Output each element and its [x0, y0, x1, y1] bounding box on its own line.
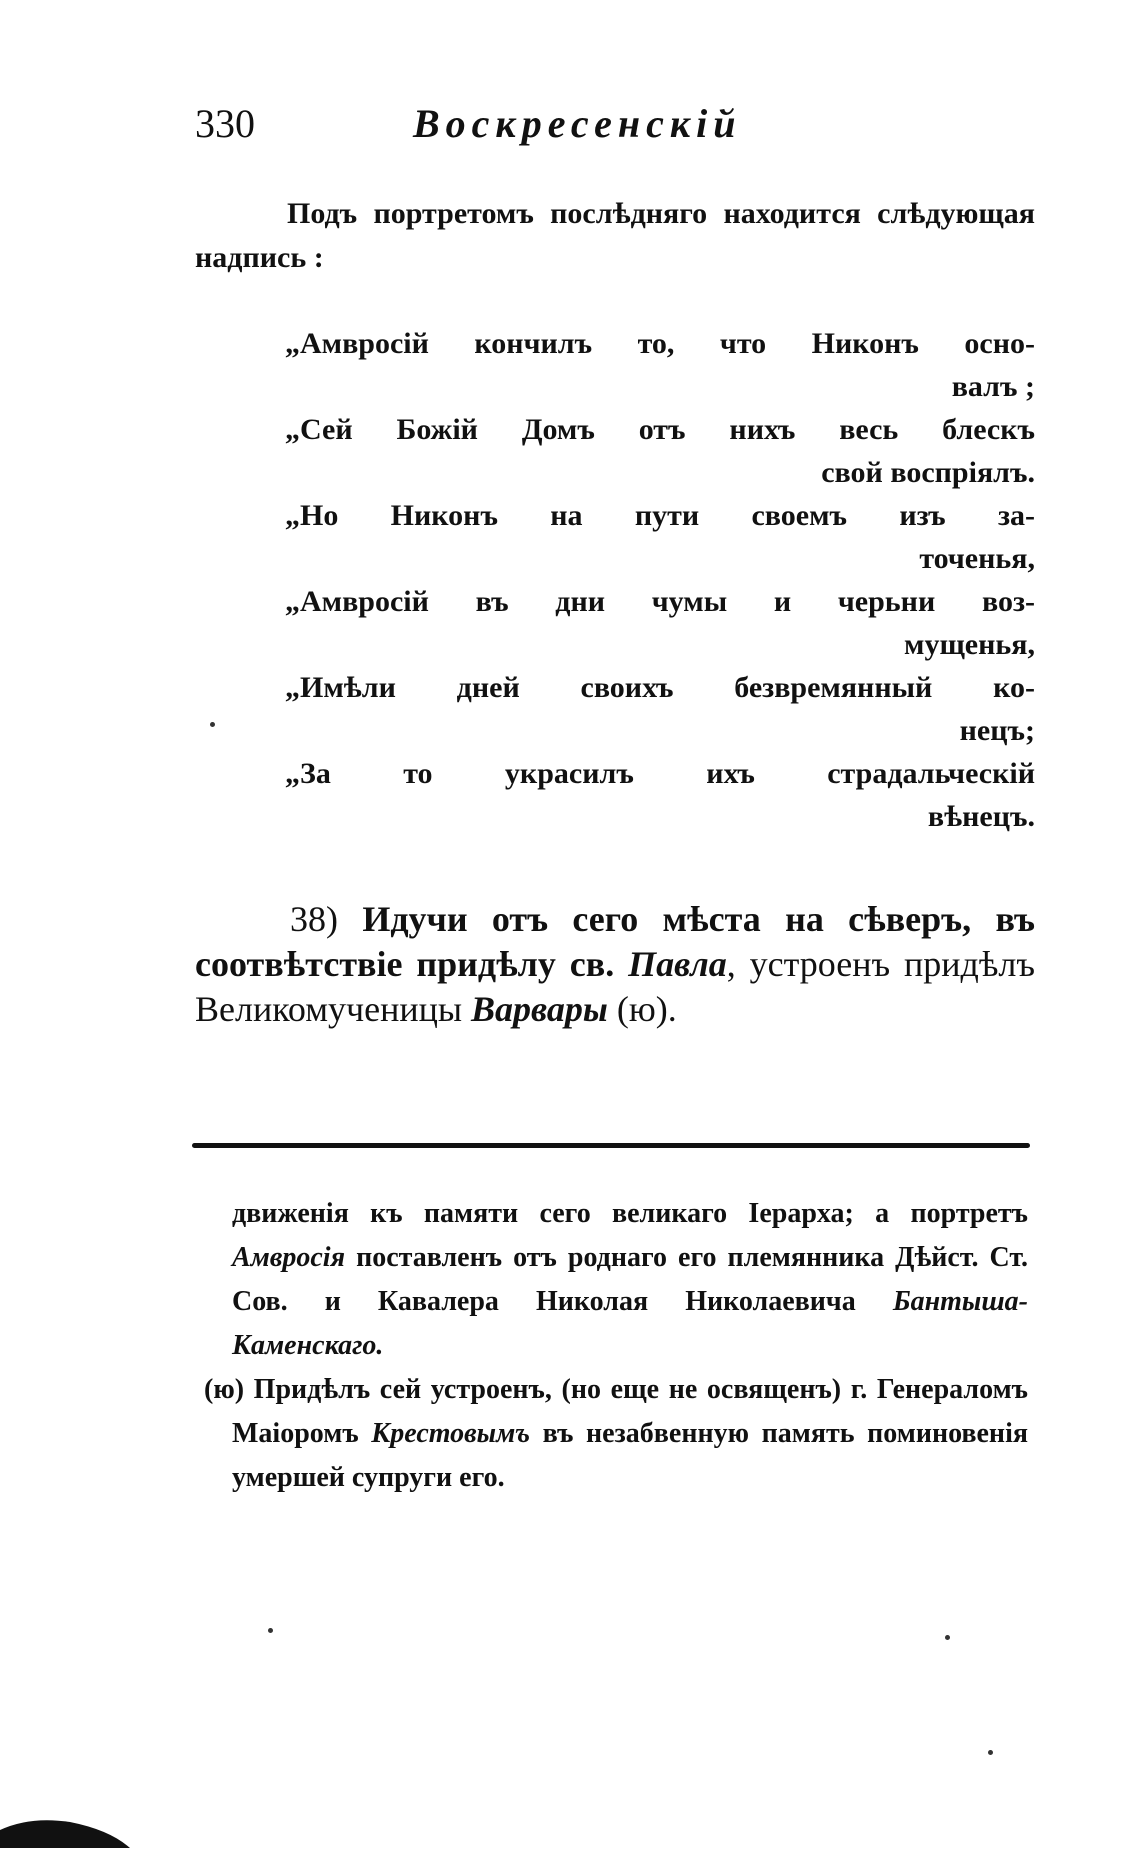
footnote-text: въ незабвенную память поминовенія умершей супруги его. [232, 1418, 1028, 1493]
page-header [195, 100, 1035, 160]
footnote-text: движенія къ памяти сего великаго Іерарха; а портретъ [232, 1198, 1028, 1229]
inscription-verse [285, 322, 1035, 838]
ink-speck [268, 1628, 273, 1633]
footnote-yu [204, 1368, 1028, 1500]
ink-speck [210, 722, 215, 727]
footnotes [204, 1192, 1029, 1500]
person-name: Крестовымъ [371, 1418, 531, 1449]
paragraph-text: въ соотвѣтствіе придѣлу св. [195, 899, 1035, 984]
footnote-text: поставленъ отъ роднаго его племянника Дѣйст. Ст. Сов. и Кавалера Николая Николаевича [232, 1242, 1029, 1317]
ink-speck [945, 1635, 950, 1640]
verse-line: „Амвросій въ дни чумы и черьни воз- [285, 585, 1035, 618]
verse-line: „Но Никонъ на пути своемъ изъ за- [285, 499, 1035, 532]
verse-line: „За то украсилъ ихъ страдальческій [285, 757, 1035, 790]
verse-line-continuation: свой воспріялъ. [821, 456, 1035, 489]
saint-name: Варвары [471, 989, 608, 1029]
paragraph-intro: Подъ портретомъ послѣдняго находится слѣдующая надпись : [195, 197, 1035, 274]
footnote-continuation [232, 1192, 1028, 1368]
footnote-text: (ю) Придѣлъ сей устроенъ, (но еще не освященъ) г. Генераломъ Маіоромъ [204, 1374, 1028, 1449]
paragraph-number: 38) [290, 899, 338, 939]
verse-line-continuation: точенья, [919, 542, 1035, 575]
ink-speck [988, 1750, 993, 1755]
verse-line: „Амвросій кончилъ то, что Никонъ осно- [285, 327, 1035, 360]
verse-line: „Сей Божій Домъ отъ нихъ весь блескъ [285, 413, 1035, 446]
paragraph-38 [195, 897, 1035, 1032]
footnote-reference: (ю). [616, 989, 677, 1029]
verse-line-continuation: валъ ; [951, 370, 1035, 403]
saint-name: Павла [628, 944, 727, 984]
paragraph-text: , устроенъ придѣлъ Великомученицы [195, 944, 1035, 1029]
footnote-divider [192, 1143, 1030, 1148]
paragraph-text: Идучи отъ сего мѣста на сѣверъ, [362, 899, 972, 939]
person-name: Бантыша-Каменскаго. [232, 1286, 1028, 1361]
page-number: 330 [195, 101, 255, 146]
running-head: Воскресенскій [413, 101, 742, 146]
person-name: Амвросія [232, 1242, 345, 1273]
ink-blot-mark [0, 1808, 130, 1848]
verse-line: „Имѣли дней своихъ безвремянный ко- [285, 671, 1035, 704]
verse-line-continuation: нецъ; [959, 714, 1035, 747]
verse-line-continuation: вѣнецъ. [927, 800, 1035, 833]
verse-line-continuation: мущенья, [904, 628, 1035, 661]
